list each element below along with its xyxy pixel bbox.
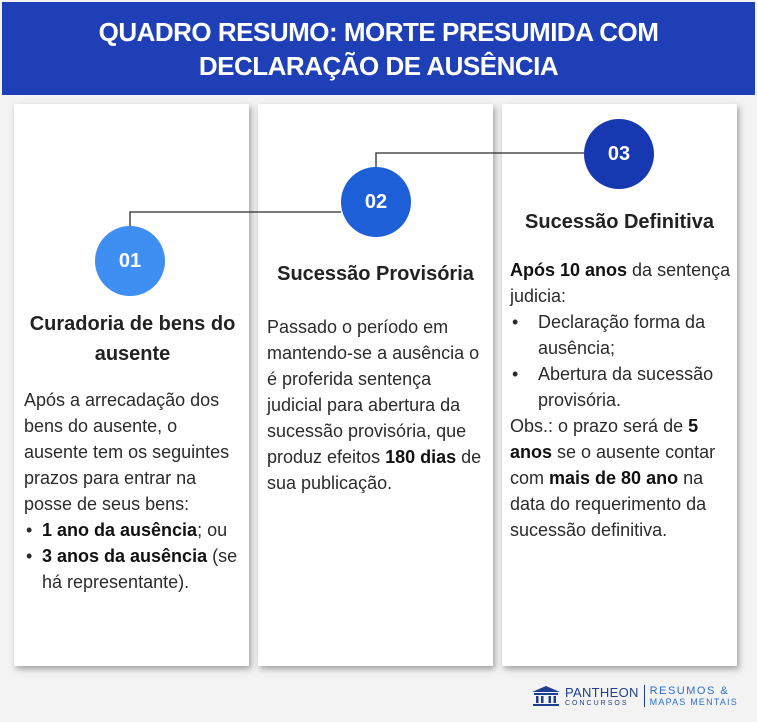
- stage-2-paragraph: [267, 314, 489, 496]
- stage-text-3: [510, 257, 732, 543]
- stage-text-1: [24, 387, 246, 595]
- stage-title-3: Sucessão Definitiva: [525, 211, 714, 233]
- obs-part-2: se o ausente contar com: [510, 442, 716, 488]
- stage-title-1: Curadoria de bens do ausente: [29, 313, 236, 365]
- temple-icon: [530, 685, 562, 707]
- stage-3-intro: [510, 257, 732, 309]
- list-item: • Abertura da sucessão provisória.: [510, 361, 732, 413]
- connector-2-3: [376, 153, 584, 167]
- page-title: QUADRO RESUMO: MORTE PRESUMIDA COM DECLARAÇÃO DE AUSÊNCIA: [98, 16, 659, 81]
- list-item: [24, 517, 246, 543]
- obs-part-3: na data do requerimento da sucessão definitiva.: [510, 468, 707, 540]
- obs-bold-1: 5 anos: [510, 416, 699, 462]
- bullet-rest: (se há representante).: [42, 546, 238, 592]
- stage-3-bullets: [510, 309, 732, 413]
- step-circle-1: [95, 226, 165, 296]
- bullet-bold: 3 anos da ausência: [42, 546, 208, 566]
- stage-1-intro: Após a arrecadação dos bens do ausente, o ausente tem os seguintes prazos para entrar na posse de seus bens:: [24, 390, 230, 514]
- stage-text-2: [267, 314, 489, 496]
- obs-bold-2: mais de 80 ano: [549, 468, 679, 488]
- logo-tagline-2: MAPAS MENTAIS: [649, 696, 738, 707]
- stage-title-2: Sucessão Provisória: [277, 263, 474, 285]
- logo-tagline-1: RESUMOS &: [649, 684, 730, 697]
- list-item: [24, 543, 246, 595]
- bullet-rest: ; ou: [197, 520, 228, 540]
- stage-2-text-after: de sua publicação.: [267, 447, 482, 493]
- obs-part-1: Obs.: o prazo será de: [510, 416, 689, 436]
- step-number-1: 01: [118, 249, 142, 272]
- connector-1-2: [130, 212, 341, 226]
- stage-3-intro-rest: da sentença judicia:: [510, 260, 731, 306]
- step-number-2: 02: [364, 190, 388, 213]
- stage-3-obs: [510, 413, 732, 543]
- stage-3-intro-bold: Após 10 anos: [510, 260, 628, 280]
- logo-tagline: [650, 686, 738, 707]
- logo-brand: [565, 686, 639, 707]
- step-circle-3: [584, 119, 654, 189]
- step-circle-2: [341, 167, 411, 237]
- logo-name: PANTHEON: [565, 684, 639, 700]
- logo-separator: [644, 685, 645, 707]
- step-number-3: 03: [607, 142, 631, 165]
- bullet-bold: 1 ano da ausência: [42, 520, 198, 540]
- stage-2-text-before: Passado o período em mantendo-se a ausência o é proferida sentença judicial para abertura da sucessão provisória, que produz efeitos: [267, 317, 480, 467]
- logo-sub: CONCURSOS: [565, 699, 629, 707]
- pantheon-logo: [530, 683, 738, 709]
- stage-2-bold: 180 dias: [385, 447, 457, 467]
- stage-1-bullets: [24, 517, 246, 595]
- list-item: • Declaração forma da ausência;: [510, 309, 732, 361]
